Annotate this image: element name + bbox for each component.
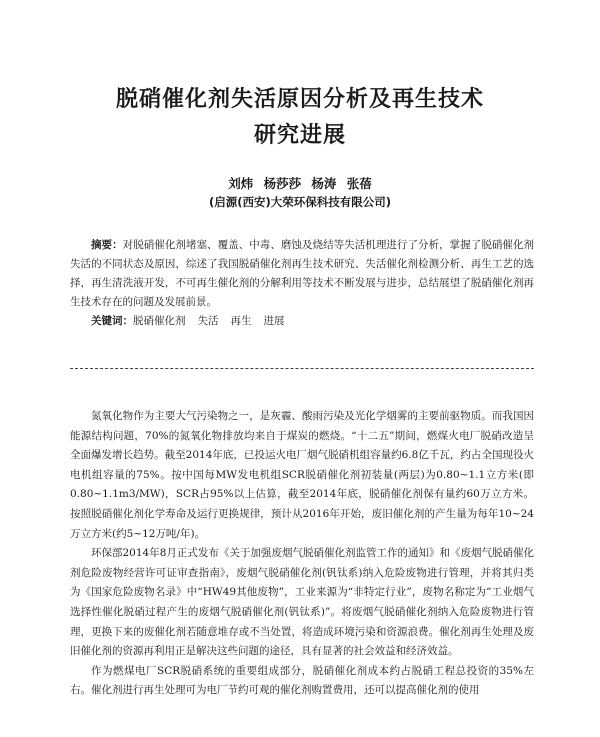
author-list: 刘炜 杨莎莎 杨涛 张蓓 [228,176,372,191]
body-paragraph-1: 氮氧化物作为主要大气污染物之一，是灰霾、酸雨污染及光化学烟雾的主要前驱物质。而我国因能源结构问题，70%的氮氧化物排放均来自于煤炭的燃烧。“十二五”期间，燃煤火电厂脱硝改造呈全面爆发增长趋势。截至2014年底，已投运火电厂烟气脱硝机组容量约6.8亿千瓦，约占全国现役火电机组容量的75%。按中国每MW发电机组SCR脱硝催化剂初装量(两层)为0.80~1.1立方米(即0.80~1.1m3/MW)，SCR占95%以上估算，截至2014年底，脱硝催化剂保有量约60万立方米。按照脱硝催化剂化学寿命及运行更换规律，预计从2016年开始，废旧催化剂的产生量为每年10~24万立方米(约5~12万吨/年)。 [70,410,534,540]
section-divider [70,368,534,369]
abstract-label: 摘要： [91,239,123,251]
abstract-text: 对脱硝催化剂堵塞、覆盖、中毒、磨蚀及烧结等失活机理进行了分析，掌握了脱硝催化剂失活的不同状态及原因，综述了我国脱硝催化剂再生技术研究、失活催化剂检测分析、再生工艺的选择，再生清洗液开发，不可再生催化剂的分解利用等技术不断发展与进步，总结展望了脱硝催化剂再生技术存在的问题及发展前景。 [70,239,535,308]
keywords [70,312,534,331]
keyword: 脱硝催化剂 [133,315,186,327]
paper-title [0,82,600,154]
keywords-label: 关键词： [91,315,133,327]
keyword: 失活 [197,315,219,327]
body-paragraph-3: 作为燃煤电厂SCR脱硝系统的重要组成部分，脱硝催化剂成本约占脱硝工程总投资的35%左右。催化剂进行再生处理可为电厂节约可观的催化剂购置费用，还可以提高催化剂的使用 [70,664,534,697]
body-paragraph-2: 环保部2014年8月正式发布《关于加强废烟气脱硝催化剂监管工作的通知》和《废烟气脱硝催化剂危险废物经营许可证审查指南》，废烟气脱硝催化剂(钒钛系)纳入危险废物进行管理，并将其归类为《国家危险废物名录》中“HW49其他废物”，工业来源为“非特定行业”，废物名称定为“工业烟气选择性催化脱硝过程产生的废烟气脱硝催化剂(钒钛系)”。将废烟气脱硝催化剂纳入危险废物进行管理，更换下来的废催化剂若随意堆存或不当处置，将造成环境污染和资源浪费。催化剂再生处理及废旧催化剂的资源再利用正是解决这些问题的途径，具有显著的社会效益和经济效益。 [70,547,534,658]
affiliation: (启源(西安)大荣环保科技有限公司) [208,195,392,209]
title-line-2: 研究进展 [253,123,346,148]
keyword: 进展 [263,315,285,327]
body-text [70,407,534,701]
title-line-1: 脱硝催化剂失活原因分析及再生技术 [115,87,484,112]
abstract [70,236,534,312]
keyword: 再生 [230,315,252,327]
